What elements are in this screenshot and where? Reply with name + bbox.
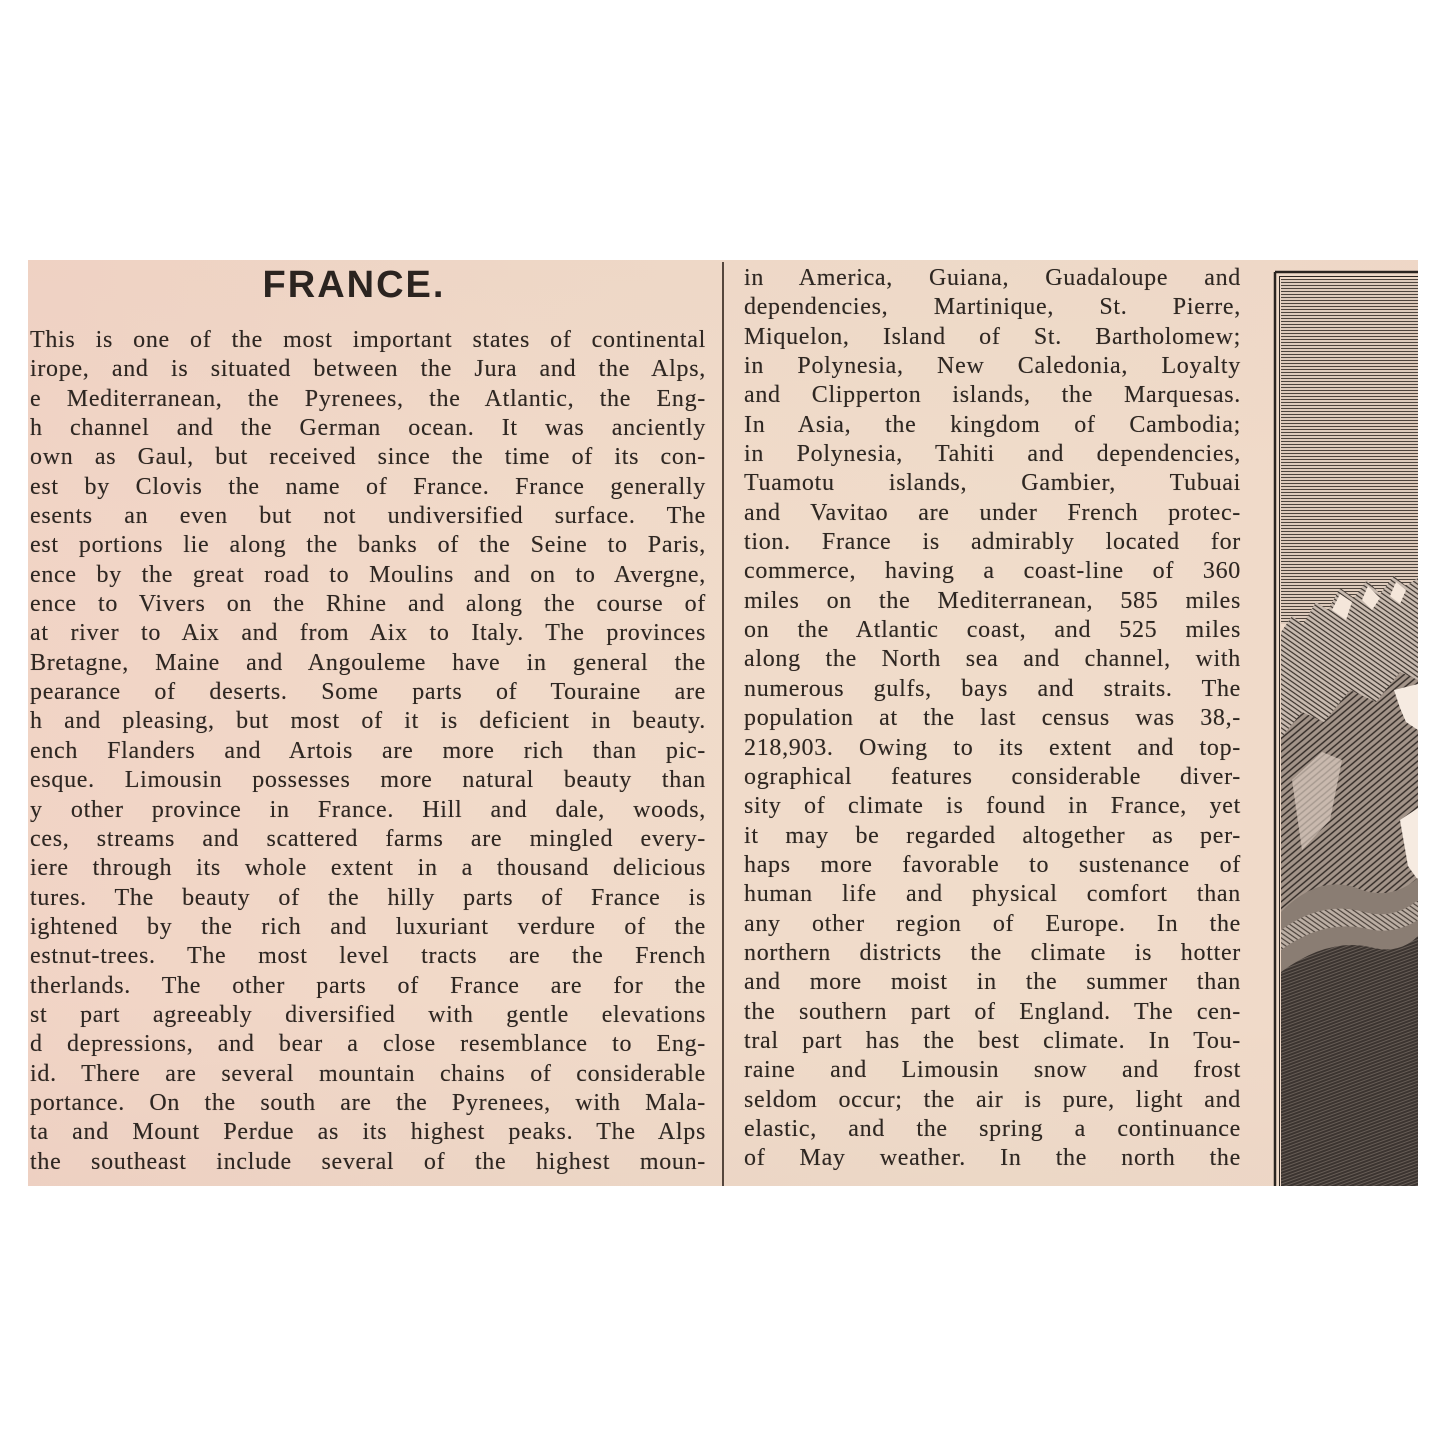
text-line: of May weather. In the north the [744, 1145, 1241, 1172]
text-line: miles on the Mediterranean, 585 miles [744, 587, 1241, 614]
text-line: d depressions, and bear a close resemblance to Eng- [30, 1031, 706, 1058]
text-line: ographical features considerable diver- [744, 763, 1241, 790]
text-line: 218,903. Owing to its extent and top- [744, 734, 1241, 761]
text-line: ta and Mount Perdue as its highest peaks. The Alps [30, 1119, 706, 1146]
text-line: commerce, having a coast-line of 360 [744, 558, 1241, 585]
text-line: est by Clovis the name of France. France generally [30, 473, 706, 500]
text-line: human life and physical comfort than [744, 881, 1241, 908]
text-line: seldom occur; the air is pure, light and [744, 1086, 1241, 1113]
text-line: est portions lie along the banks of the Seine to Paris, [30, 532, 706, 559]
text-line: tures. The beauty of the hilly parts of France is [30, 884, 706, 911]
text-line: pearance of deserts. Some parts of Touraine are [30, 679, 706, 706]
text-line: st part agreeably diversified with gentle elevations [30, 1001, 706, 1028]
text-line: ence by the great road to Moulins and on to Avergne, [30, 561, 706, 588]
engraving-dark-hill [1281, 936, 1418, 1186]
text-line: along the North sea and channel, with [744, 646, 1241, 673]
text-line: In Asia, the kingdom of Cambodia; [744, 411, 1241, 438]
text-line: iere through its whole extent in a thousand delicious [30, 855, 706, 882]
text-line: dependencies, Martinique, St. Pierre, [744, 294, 1241, 321]
text-line: irope, and is situated between the Jura and the Alps, [30, 356, 706, 383]
engraving-sky [1281, 279, 1418, 624]
text-line: population at the last census was 38,- [744, 705, 1241, 732]
text-line: haps more favorable to sustenance of [744, 851, 1241, 878]
text-line: the southern part of England. The cen- [744, 998, 1241, 1025]
text-line: raine and Limousin snow and frost [744, 1057, 1241, 1084]
text-line: any other region of Europe. In the [744, 910, 1241, 937]
article-title: FRANCE. [262, 264, 446, 306]
text-line: This is one of the most important states of continental [30, 327, 706, 353]
left-text-column [30, 326, 706, 1177]
text-line: ces, streams and scattered farms are mingled every- [30, 825, 706, 852]
text-line: and Clipperton islands, the Marquesas. [744, 382, 1241, 409]
text-line: on the Atlantic coast, and 525 miles [744, 617, 1241, 644]
text-line: h channel and the German ocean. It was anciently [30, 415, 706, 442]
text-line: portance. On the south are the Pyrenees, with Mala- [30, 1089, 706, 1116]
text-line: estnut-trees. The most level tracts are the French [30, 943, 706, 970]
text-line: and more moist in the summer than [744, 969, 1241, 996]
right-text-column [744, 264, 1241, 1174]
text-line: in America, Guiana, Guadaloupe and [744, 265, 1241, 291]
text-line: at river to Aix and from Aix to Italy. The provinces [30, 620, 706, 647]
text-line: tral part has the best climate. In Tou- [744, 1027, 1241, 1054]
text-line: numerous gulfs, bays and straits. The [744, 675, 1241, 702]
text-line: Miquelon, Island of St. Bartholomew; [744, 323, 1241, 350]
text-line: esque. Limousin possesses more natural beauty than [30, 767, 706, 794]
text-line: e Mediterranean, the Pyrenees, the Atlantic, the Eng- [30, 385, 706, 412]
text-line: ench Flanders and Artois are more rich than pic- [30, 737, 706, 764]
text-line: id. There are several mountain chains of considerable [30, 1060, 706, 1087]
column-divider [722, 262, 724, 1186]
text-line: own as Gaul, but received since the time of its con- [30, 444, 706, 471]
text-line: h and pleasing, but most of it is deficient in beauty. [30, 708, 706, 735]
text-line: in Polynesia, Tahiti and dependencies, [744, 441, 1241, 468]
text-line: tion. France is admirably located for [744, 529, 1241, 556]
text-line: elastic, and the spring a continuance [744, 1115, 1241, 1142]
mountain-engraving-illustration [1272, 260, 1418, 1186]
text-line: the southeast include several of the highest moun- [30, 1148, 706, 1175]
text-line: Tuamotu islands, Gambier, Tubuai [744, 470, 1241, 497]
text-line: sity of climate is found in France, yet [744, 793, 1241, 820]
text-line: and Vavitao are under French protec- [744, 499, 1241, 526]
text-line: northern districts the climate is hotter [744, 939, 1241, 966]
text-line: it may be regarded altogether as per- [744, 822, 1241, 849]
text-line: Bretagne, Maine and Angouleme have in general the [30, 649, 706, 676]
newspaper-clipping [28, 260, 1418, 1186]
text-line: esents an even but not undiversified surface. The [30, 503, 706, 530]
text-line: ightened by the rich and luxuriant verdure of the [30, 913, 706, 940]
text-line: in Polynesia, New Caledonia, Loyalty [744, 353, 1241, 380]
text-line: therlands. The other parts of France are for the [30, 972, 706, 999]
text-line: ence to Vivers on the Rhine and along the course of [30, 591, 706, 618]
text-line: y other province in France. Hill and dale, woods, [30, 796, 706, 823]
